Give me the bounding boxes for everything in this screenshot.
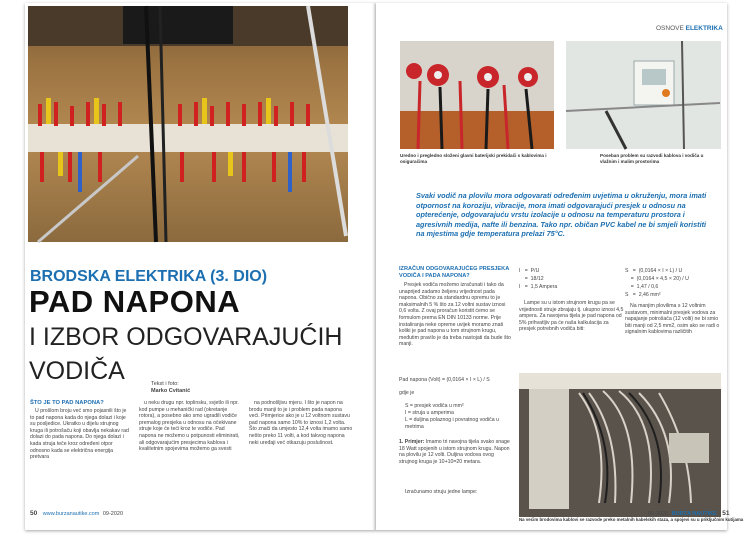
equation-current-2: = 18/12 bbox=[519, 276, 544, 282]
example-label: 1. Primjer: bbox=[399, 439, 425, 445]
wiring-illustration bbox=[28, 6, 348, 242]
equation-section-4: S = 2,46 mm² bbox=[625, 292, 661, 298]
right-footer-brand: BURZA NAUTIKE bbox=[671, 511, 717, 517]
article-title: PAD NAPONA bbox=[29, 284, 241, 319]
left-footer-site: www.burzanautike.com bbox=[42, 511, 100, 517]
right-footer bbox=[648, 510, 730, 517]
header-topic: ELEKTRIKA bbox=[685, 25, 723, 32]
equation-section-1: S = (0,0164 × I × L) / U bbox=[625, 268, 683, 274]
left-column-1-text: U prošlom broju već smo pojasnili što je to pad napona kada do njega dolazi i koje su posljedice. Ukratko u dijelu strujnog kruga ili potrošaču koji obavlja nekakav rad dolazi do pada napona. Do njega dolazi i kada struja teče kroz određeni otpor odnosno kada se električna energija pretvara bbox=[30, 408, 129, 461]
left-page bbox=[25, 3, 376, 530]
right-column-2 bbox=[519, 300, 625, 334]
definition-s: S = presjek vodiča u mm² bbox=[405, 403, 464, 409]
caption-junction-box: Poseban problem su razvodi kablova i vodiča u vlažnim i malim prostorima bbox=[600, 153, 704, 164]
right-header bbox=[656, 25, 723, 32]
left-column-2-text: u neku drugu npr. toplinsku, svjetlo ili npr. kod pumpe u mehanički rad (okretanje rotora), a posebno ako smo ugradili vodiče premalog presjeka u odnosu na očekivane struje koje će teći kroz te vodiče. Pad napona ne možemo u potpunosti eliminirati, ali odgovarajućim presjecima kablova i kvalitetnim spojevima možemo ga svesti bbox=[139, 400, 240, 453]
equation-current-1: I = P/U bbox=[519, 268, 540, 274]
left-column-3-text: na podnošljivu mjeru. I što je napon na brodu manji to je i problem pada napona veći. Primjerice ako je u 12 voltnom sustavu pad napona samo 10% to iznosi 1,2 volta. Što znači da umjesto 12,4 volta imamo samo nešto preko 11 volti, a kod takvog napona neki uređaji već otkazuju poslušnost. bbox=[249, 400, 353, 446]
junction-box-photo bbox=[566, 41, 721, 149]
pull-quote: Svaki vodič na plovilu mora odgovarati određenim uvjetima u okruženju, mora imati otpornost na koroziju, vibracije, mora imati odgovarajući presjek u odnosu na opterećenje, odgovarajuću vrstu izolacije u odnosu na temperaturu prostora i agresivnih medija, nafte ili benzina. Tako npr. običan PVC kabel ne bi smjeli koristiti na mjestima gdje temperatura prelazi 75°C. bbox=[416, 191, 707, 239]
right-page-number: 51 bbox=[722, 510, 730, 517]
junction-box-illustration bbox=[566, 41, 721, 149]
left-column-3 bbox=[249, 400, 353, 504]
credit-name: Marko Cvitanić bbox=[151, 388, 191, 394]
equation-current-3: I = 1,5 Ampera bbox=[519, 284, 558, 290]
right-footer-issue: 09-2020 bbox=[648, 511, 669, 517]
equation-section-3: = 1,47 / 0,6 bbox=[625, 284, 659, 290]
definitions-intro: gdje je bbox=[399, 390, 415, 396]
right-column-1-text: Presjek vodiča možemo izračunati i tako da unaprijed zadamo željenu vrijednost pada napona. Obično za standardnu opremu to je maksimalnih 5 % što za 12 voltni sustav iznosi 0,6 volta. Z ovaj proračun koristit ćemo se formulom prema EN DIN 10133 norme. Prije instaliranja neke opreme uvijek moramo znati koliki je pad napona u tom strujnom krugu, međutim pravilo je da treba nastojati da bude što manji. bbox=[399, 282, 511, 348]
left-footer-issue: 09-2020 bbox=[102, 511, 124, 517]
left-footer bbox=[30, 510, 123, 517]
definition-l: L = duljina polaznog i povratnog vodiča u metrima bbox=[405, 417, 499, 430]
calc-section-heading: IZRAČUN ODGOVARAJUĆEG PRESJEKA VODIČA I PADA NAPONA? bbox=[399, 266, 510, 279]
battery-switch-illustration bbox=[400, 41, 554, 149]
article-subtitle-line2: VODIČA bbox=[29, 357, 125, 385]
credit-label: Tekst i foto: bbox=[151, 381, 179, 387]
cable-tray-illustration bbox=[519, 373, 721, 517]
caption-battery-switches: Uredno i pregledno složeni glavni baterijski prekidači s kablovima i osiguračima bbox=[400, 153, 547, 164]
caption-cable-trays: Na većim brodovima kablovi se razvode preko metalnih kabelskih staza, a spojevi su u priključnim kutijama bbox=[519, 517, 744, 522]
terminal-block-photo bbox=[28, 6, 348, 242]
cable-trays-photo bbox=[519, 373, 721, 517]
section-heading: ŠTO JE TO PAD NAPONA? bbox=[30, 400, 104, 406]
battery-switches-photo bbox=[400, 41, 554, 149]
definition-i: I = struja u amperima bbox=[405, 410, 454, 416]
right-column-1 bbox=[399, 282, 511, 349]
right-column-2-text: Lampe su u istom strujnom krugu pa se vrijednosti struje zbrajaju tj. ukupno iznosi 4,5 ampera. Za navojena tijela je pad napona od 5% prihvatljiv pa će naša kalkulacija za presjek potrebnih vodiča biti: bbox=[519, 300, 624, 333]
equation-section-2: = (0,0164 × 4,5 × 20) / U bbox=[625, 276, 689, 282]
voltage-drop-formula: Pad napona (Volt) = (0,0164 × I × L) / S bbox=[399, 377, 490, 383]
article-kicker: BRODSKA ELEKTRIKA (3. DIO) bbox=[30, 268, 268, 285]
example-text: Imamo tri navojna tijela svako snage 18 Watt spojenih u istom strujnom krugu. Napon na plovilu je 12 volti. Duljina vodova ovog strujnog kruga je 10+10=20 metara. bbox=[399, 439, 510, 465]
header-section: OSNOVE bbox=[656, 25, 684, 32]
right-page bbox=[376, 3, 744, 530]
left-page-number: 50 bbox=[30, 510, 38, 517]
example-paragraph bbox=[399, 439, 511, 465]
right-column-3-text: Na manjim plovilima s 12 voltnim sustavom, minimalni presjek vodova za napajanje potrošača (12 volti) ne bi smio biti manji od 2,5 mm2, osim ako se radi o signalnim kablovima različitih bbox=[625, 303, 720, 336]
left-column-1 bbox=[30, 408, 132, 504]
right-column-1-end: Izračunamo struju jedne lampe: bbox=[405, 489, 478, 495]
article-subtitle-line1: I IZBOR ODGOVARAJUĆIH bbox=[29, 323, 343, 351]
right-column-3 bbox=[625, 303, 721, 337]
left-column-2 bbox=[139, 400, 241, 504]
